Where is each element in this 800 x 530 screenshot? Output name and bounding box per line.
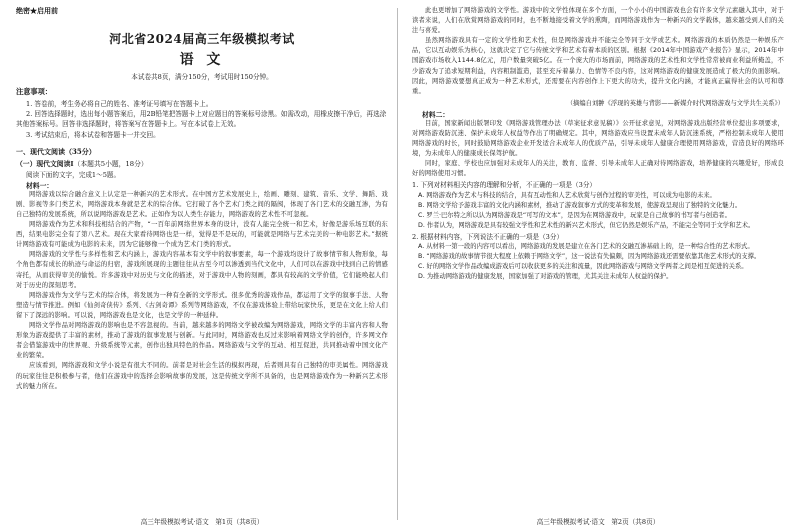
body-paragraph: 此也更增加了网络游戏的文学性。游戏中的文学性体现在多个方面，一个小小的中国游戏也会有许多文学元素融入其中，对于读者来说，人们在欣赏网络游戏的同时，也不断地接受着文学的熏陶，而网络游戏作为一种新兴的文学载体，越来越受到人们的关注与喜爱。 xyxy=(412,7,784,35)
notice-title: 注意事项： xyxy=(16,87,52,96)
page-footer: 高三年级模拟考试·语文 第2页（共8页） xyxy=(536,518,660,526)
exam-meta: 本试卷共8页，满分150分，考试用时150分钟。 xyxy=(131,73,273,81)
source-citation: （摘编自刘翀《浮现的英雄与背影——新媒介时代网络游戏与文学共生关系》） xyxy=(566,99,784,107)
subsection-detail: （本题共5小题，18分） xyxy=(73,159,148,168)
body-paragraph: 网络游戏作为艺术和科技相结合的产物，“一百年前网络世界本身的设计，没有人能完全统一和艺术，好像是游乐场互联的东西，结果电影完全有了第八艺术。现在大家看待网络也是一样，觉得是不是玩的，可能就是网络与艺术完美的一种电影艺术。”据统计网络游戏有可能成为电影的未来，因为它能够像一个成为艺术门类的形式。 xyxy=(16,221,388,249)
body-paragraph: 应该看到，网络游戏和文学小说是有很大不同的。前者是对社会生活的模拟再现，后者则具有自己独特的审美属性。网络游戏的玩家往往是积极参与者，他们在游戏中的选择会影响故事的发展，这是传统文学所不具备的，也是网络游戏作为一种新兴艺术形式的魅力所在。 xyxy=(16,362,388,390)
material-label: 材料二： xyxy=(422,110,450,119)
column-divider xyxy=(397,8,398,520)
body-paragraph: 网络游戏的文学性与多样性和艺术内涵上，游戏内容基本有文学中的叙事要素，每一个游戏均设计了故事情节和人物形象，每个角色都有成长的轨迹与命运的归宿，游戏所展现的主题往往从古至今可以渗透到当代文化中，人们可以在游戏中找到自己的情感寄托，从而获得审美的愉悦。许多游戏中对历史与文化的描述，对于游戏中人物的刻画，都具有较高的文学价值，它们能唤起人们对于历史的深刻思考。 xyxy=(16,251,388,289)
page-footer: 高三年级模拟考试·语文 第1页（共8页） xyxy=(140,518,264,526)
section-heading: 一、现代文阅读（35分） xyxy=(16,146,96,156)
body-paragraph: 网络文学作品对网络游戏的影响也是不容忽视的。当前，越来越多的网络文学被改编为网络游戏，网络文学的丰富内容和人物形象为游戏提供了丰富的素材，推动了游戏的叙事发展与创新。与此同时，网络游戏也反过来影响着网络文学的创作，许多网文作者会借鉴游戏中的世界观、升级系统等元素，创作出独具特色的作品。网络游戏与文学的互动、相互促进，共同推动着中国文化产业的繁荣。 xyxy=(16,322,388,360)
subject-title: 语 文 xyxy=(179,52,225,68)
right-column xyxy=(412,6,784,524)
secret-label: 绝密★启用前 xyxy=(16,6,58,15)
subsection-label: （一）现代文阅读Ⅰ xyxy=(16,159,74,168)
question-option: B. “网络游戏的故事情节很大程度上依赖于网络文学”，这一说法有失偏颇，因为网络游戏还需要依靠其他艺术形式的支撑。 xyxy=(418,253,761,261)
material-label: 材料一： xyxy=(26,181,54,190)
exam-title: 河北省2024届高三年级模拟考试 xyxy=(109,32,295,46)
question-option: B. 网络文学给予游戏丰富的文化内涵和素材，推动了游戏叙事方式的变革和发展，使游戏呈现出了独特的文化魅力。 xyxy=(418,201,742,209)
subsection-heading xyxy=(16,158,388,168)
question-option: A. 从材料一第一段的内容可以看出，网络游戏的发展是建立在各门艺术的交融互渗基础上的，是一种综合性的艺术形式。 xyxy=(418,243,754,251)
body-paragraph: 网络游戏作为文学与艺术的综合体，将发展为一种有全新的文学形式。很多优秀的游戏作品，都运用了文学的叙事手法、人物塑造与情节推进。例如《仙剑奇侠传》系列、《古剑奇谭》系列等网络游戏，不仅在游戏体验上带给玩家快乐，更是在文化上给人们留下了深远的影响。可以说，网络游戏也是文化，也是文学的一种延伸。 xyxy=(16,291,388,319)
question-option: C. 好的网络文学作品改编成游戏后可以收获更多的关注和流量，因此网络游戏与网络文学两者之间是相互促进的关系。 xyxy=(418,263,748,271)
notice-item: 1. 答卷前，考生务必将自己的姓名、准考证号填写在答题卡上。 xyxy=(26,100,213,108)
body-paragraph: 同时，家庭、学校也应加强对未成年人的关注，教育、监督、引导未成年人正确对待网络游戏，培养健康的兴趣爱好，形成良好的网络使用习惯。 xyxy=(412,160,784,178)
body-paragraph: 虽然网络游戏具有一定的文学性和艺术性，但是网络游戏并不能完全等同于文学或艺术。网络游戏的本质仍然是一种娱乐产品，它以互动娱乐为核心，这就决定了它与传统文学和艺术有着本质的区别。根据《2014年中国游戏产业报告》显示，2014年中国游戏市场收入1144.8亿元，用户数量突破5亿。在一个庞大的市场面前，网络游戏的艺术性和文学性常常被商业利益所掩盖，不少游戏为了追求短期利益，内容粗制滥造，甚至充斥着暴力、色情等不良内容，这对网络游戏的健康发展造成了极大的负面影响。因此，网络游戏要想真正成为一种艺术形式，还需要在内容创作上下更大的功夫，提升文化内涵，才能真正赢得社会的认可和尊重。 xyxy=(412,37,784,95)
question-stem: 1. 下列对材料相关内容的理解和分析，不正确的一项是（3分） xyxy=(412,181,597,190)
question-option: D. 作者认为，网络游戏是具有较强文学性和艺术性的新兴艺术形式，但它仍然是娱乐产品，不能完全等同于文学和艺术。 xyxy=(418,221,755,229)
question-option: A. 网络游戏作为艺术与科技的结合，具有互动性和人艺术欣赏与创作过程的审美性，可以成为电影的未来。 xyxy=(418,191,716,199)
question-option: C. 罗兰·巴尔特之所以认为网络游戏是“可写的文本”，是因为在网络游戏中，玩家是自己故事的书写者与创造者。 xyxy=(418,211,731,219)
notice-item: 2. 回答选择题时，选出每小题答案后，用2B铅笔把答题卡上对应题目的答案标号涂黑。如需改动，用橡皮擦干净后，再选涂其他答案标号。回答非选择题时，将答案写在答题卡上。写在本试卷上无效。 xyxy=(16,110,387,129)
question-stem: 2. 根据材料内容，下列说法不正确的一项是（3分） xyxy=(412,232,564,241)
body-paragraph: 网络游戏以综合融合意义上认定是一种新兴的艺术形式。在中国方艺术发展史上，绘画、雕刻、建筑、音乐、文学、舞蹈、戏剧、影视等多门类艺术，网络游戏本身就是艺术的综合体。它打破了各个艺术门类之间的隔阂，体现了各门艺术的交融互渗，为有自己独特的发展系统，所以说网络游戏是艺术。正如作为以人类生存能力，网络游戏的艺术性不可忽视。 xyxy=(16,190,388,218)
body-paragraph: 目前，国家新闻出版署印发《网络游戏管理办法（草案征求意见稿）》公开征求意见，对网络游戏出版经营单位提出多项要求，对网络游戏防沉迷、保护未成年人权益等作出了明确规定。其中，网络游戏应当设置未成年人防沉迷系统，严格控制未成年人使用网络游戏的时长，同时鼓励网络游戏企业开发适合未成年人的优质产品，引导未成年人健康合理使用网络游戏，营造良好的网络环境，为未成年人的健康成长保驾护航。 xyxy=(412,119,784,158)
question-option: D. 为推动网络游戏的健康发展，国家加强了对游戏的管理，尤其关注未成年人权益的保护。 xyxy=(418,273,673,281)
reading-instruction: 阅读下面的文字，完成1～5题。 xyxy=(26,170,121,179)
notice-item: 3. 考试结束后，将本试卷和答题卡一并交回。 xyxy=(26,130,160,139)
left-column xyxy=(16,6,388,524)
